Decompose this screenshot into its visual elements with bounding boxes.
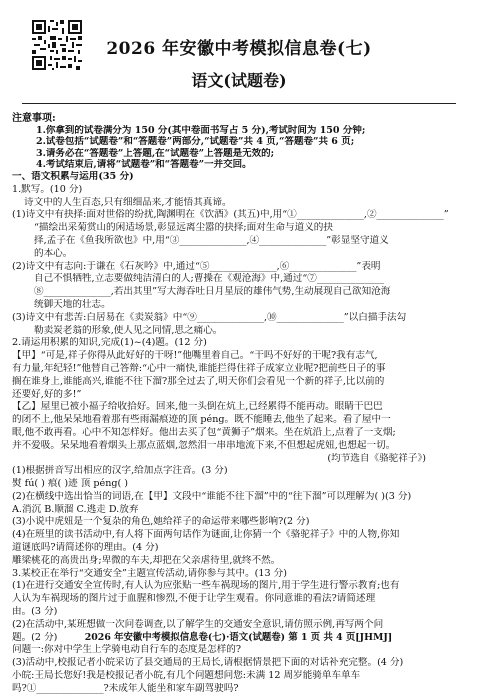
question-text: ⑧______________,若出其里”写大海吞吐日月星辰的雄伟气势,生动展现自己欲知沧海 <box>34 286 391 298</box>
passage-line: 搁在谁身上,谁能高兴,谁能不往下溜?那全过去了,明天你们会看见一个新的祥子,比以前的 <box>12 375 385 387</box>
question-text: 诗文中的人生百态,只有细细品来,才能悟其真谛。 <box>24 196 232 208</box>
note-item: 4.考试结束后,请将“试题卷”和“答题卷”一并交回。 <box>36 159 252 171</box>
question-section-2 <box>12 465 466 695</box>
question-stem: 2.请运用积累的知识,完成(1)~(4)题。(12 分) <box>12 337 207 349</box>
passage-line: 还要好,好的多!” <box>12 388 82 400</box>
question-text: 熨 fú( ) 痕( )迹 顶 péng( ) <box>12 478 129 490</box>
passage-line: 有力量,年纪轻!”他替自己答辩:“心中一痛快,谁能拦得住祥子成家立业呢?把前些日子的事 <box>12 362 386 374</box>
question-text: (2)在活动中,某班想做一次问卷调查,以了解学生的交通安全意识,请仿照示例,再写两个问 <box>12 618 384 630</box>
passage-line: 并不爱吸。呆呆地看着烟头上那点蓝烟,忽然泪一串串地流下来,不但想起虎妞,也想起一切。 <box>12 439 396 451</box>
question-text: 小皖:王局长您好!我是校报记者小皖,有几个问题想问您:未满 12 周岁能骑单车单车 <box>12 670 361 682</box>
question-text: 自己不惧牺牲,立志要做纯洁清白的人;曹操在《观沧海》中,通过“⑦______________ <box>34 273 385 285</box>
question-text: (3)诗文中有悲苦:白居易在《卖炭翁》中“⑨______________,⑩______________”以白描手法勾 <box>12 311 407 323</box>
reading-passage <box>12 350 466 465</box>
question-text: (3)小说中虎妞是一个复杂的角色,她给祥子的命运带来哪些影响?(2 分) <box>12 516 310 528</box>
question-text: 题。(2 分) <box>12 631 58 643</box>
question-section-1 <box>12 171 466 350</box>
exam-subtitle: 语文(试题卷) <box>191 71 287 90</box>
question-text: 的本心。 <box>34 247 73 259</box>
question-options: A.消沉 B.顺溜 C.逃走 D.放弃 <box>12 503 139 515</box>
question-stem: 3.某校正在举行“交通安全”主题宣传活动,请你参与其中。(13 分) <box>12 567 288 579</box>
question-text: “描绘出采菊赏山的闲适场景,彰显远离尘嚣的抉择;面对生命与道义的抉 <box>34 222 333 234</box>
question-text: (2)诗文中有志向:于谦在《石灰吟》中,通过“⑤______________,⑥______________”表明 <box>12 260 381 272</box>
section-heading: 一、语文积累与运用(35 分) <box>12 170 134 182</box>
exam-notes <box>12 113 466 171</box>
question-text: (2)在横线中选出恰当的词语,在【甲】文段中“谁能不往下溜”中的“往下溜”可以理解为( )(3 分) <box>12 490 412 502</box>
notes-label: 注意事项: <box>12 113 56 124</box>
note-item: 3.请务必在“答题卷”上答题,在“试题卷”上答题是无效的; <box>36 147 275 159</box>
question-text: 由。(3 分) <box>12 606 58 618</box>
question-text: 统御天地的壮志。 <box>34 298 111 310</box>
note-item: 2.试卷包括“试题卷”和“答题卷”两部分,“试题卷”共 4 页,“答题卷”共 6 页; <box>36 136 355 148</box>
question-text: 道谜底吗?请简述你的理由。(4 分) <box>12 542 159 554</box>
exam-title: 2026 年安徽中考模拟信息卷(七) <box>106 39 372 59</box>
question-text: (4)在班里的读书活动中,有人将下面两句话作为谜面,让你猜一个《骆驼祥子》中的人物,你知 <box>12 529 400 541</box>
passage-source: (均节选自《骆驼祥子》) <box>327 452 426 464</box>
passage-line: 【乙】屋里已被小福子给收拾好。回来,他一头倒在炕上,已经累得不能再动。眼睛干巴巴 <box>12 401 383 413</box>
question-text: 人认为车祸现场的图片过于血腥和惨烈,不便于让学生观看。你同意谁的看法?请简述理 <box>12 593 376 605</box>
page-footer: 2026 年安徽中考模拟信息卷(七)·语文(试题卷) 第 1 页 共 4 页[JHMJ] <box>84 632 393 643</box>
question-stem: 1.默写。(10 分) <box>12 183 83 195</box>
question-text: 择,孟子在《鱼我所欲也》中,用“③______________,④______________”彰显坚守道义 <box>34 234 389 246</box>
passage-line: 眼,他不敢再看。心中不知怎样好。他出去买了包“黄狮子”烟来。坐在炕沿上,点着了一支烟; <box>12 426 396 438</box>
note-item: 1.你拿到的试卷满分为 150 分(其中卷面书写占 5 分),考试时间为 150 分钟; <box>36 124 366 136</box>
question-text: (1)在进行交通安全宣传时,有人认为应张贴一些车祸现场的图片,用于学生进行警示教育;也有 <box>12 580 400 592</box>
question-text: 问题一:你对中学生上学骑电动自行车的态度是怎样的? <box>12 644 242 656</box>
question-text: (1)根据拼音写出相应的汉字,给加点字注音。(3 分) <box>12 465 228 477</box>
question-text: 雕梁桃花的高贵出身;卑微的车夫,却把在父亲虐待里,就终不然。 <box>12 554 281 566</box>
passage-line: 的闭不上,他呆呆地看着那有些雨漏痕迹的顶 péng。既不能睡去,他坐了起来。看了屋中一 <box>12 414 391 426</box>
exam-header <box>12 0 466 104</box>
question-text: 勒卖炭老翁的形象,使人见之同情,思之痛心。 <box>34 324 223 336</box>
header-divider <box>22 103 456 104</box>
question-text: (3)活动中,校报记者小皖采访了县交通局的王局长,请根据情景把下面的对话补充完整。(4 分) <box>12 657 404 669</box>
question-text: (1)诗文中有抉择:面对世俗的纷扰,陶渊明在《饮酒》(其五)中,用“①______________,②______________” <box>12 209 449 221</box>
question-text: 吗?①______________?未成年人能坐和家车副驾驶吗? <box>12 682 239 694</box>
passage-line: 【甲】“可是,祥子你得从此好好的干呀!”他嘴里着自己。“干吗不好好的干呢?我有志气, <box>12 350 378 362</box>
